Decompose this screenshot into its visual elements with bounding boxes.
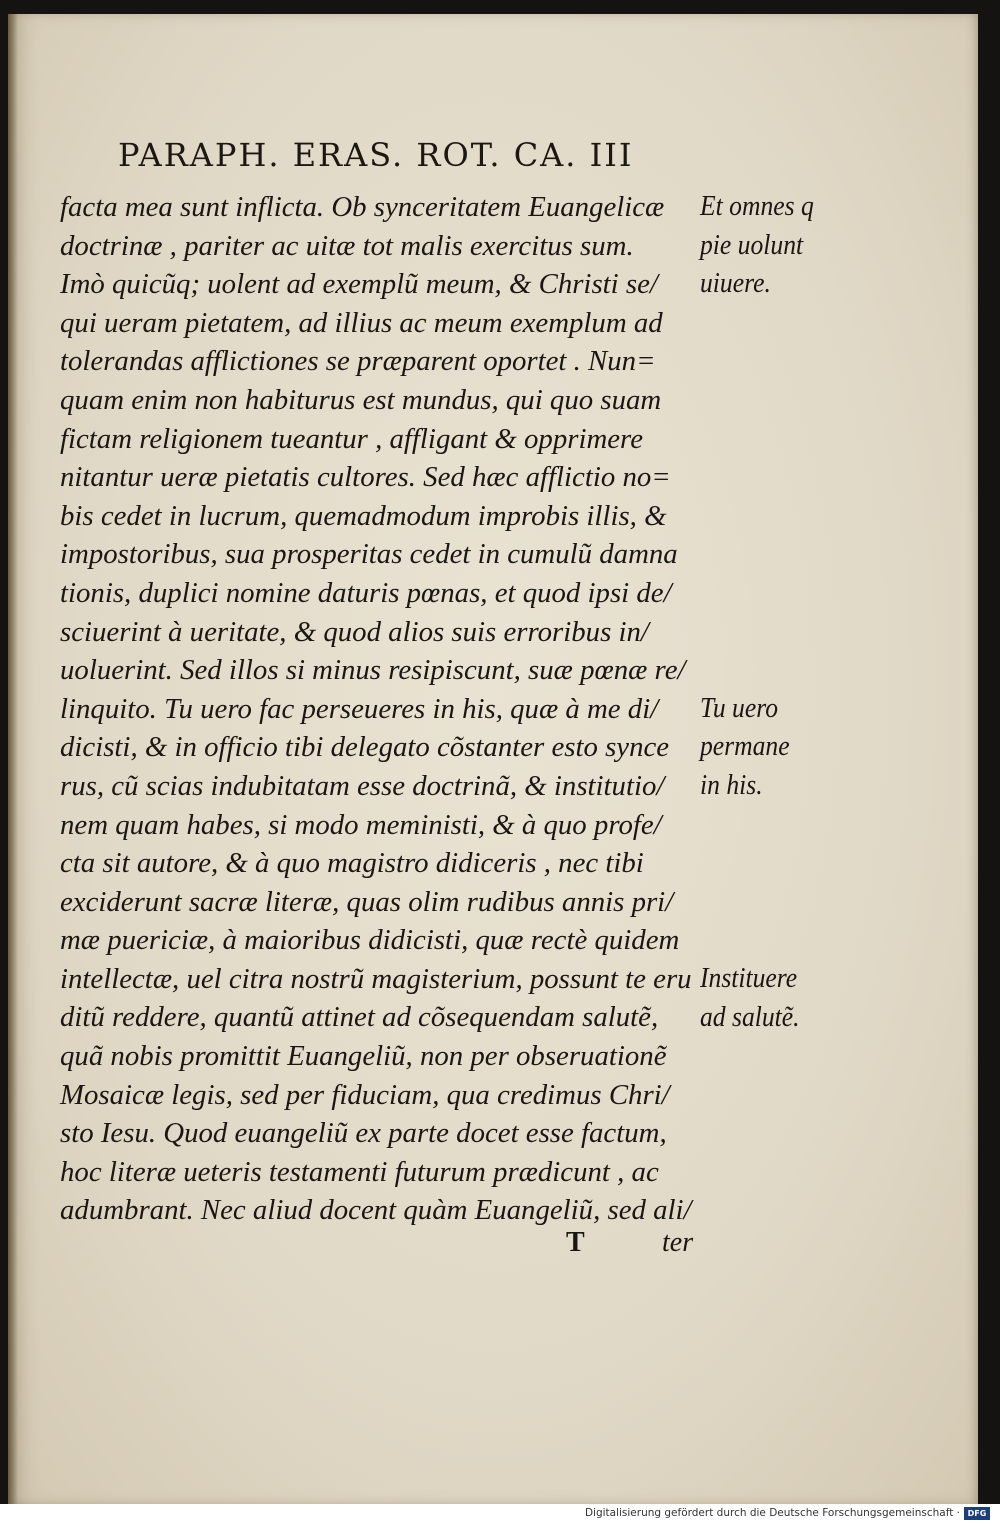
running-head: PARAPH. ERAS. ROT. CA. III: [118, 136, 634, 174]
text-line: quam enim non habiturus est mundus, qui quo suam: [60, 383, 662, 416]
text-line: doctrinæ , pariter ac uitæ tot malis exercitus sum.: [60, 229, 634, 262]
margin-note-line: ad salutẽ.: [700, 1001, 800, 1033]
margin-note: [700, 960, 840, 1037]
text-line: fictam religionem tueantur , affligant & opprimere: [60, 422, 643, 455]
margin-note-line: Et omnes q: [700, 191, 814, 222]
page-gutter-shadow: [8, 14, 18, 1504]
margin-note-line: Tu uero: [700, 692, 778, 724]
text-line: intellectæ, uel citra nostrũ magisterium, possunt te eru: [60, 962, 692, 995]
margin-note-line: Instituere: [700, 963, 798, 994]
text-line: qui ueram pietatem, ad illius ac meum exemplum ad: [60, 306, 663, 339]
text-line: uoluerint. Sed illos si minus resipiscunt, suæ pœnæ re/: [60, 654, 686, 687]
text-line: dicisti, & in officio tibi delegato cõstanter esto synce: [60, 731, 670, 764]
text-line: Imò quicũq; uolent ad exemplũ meum, & Christi se/: [60, 268, 658, 301]
text-line: sto Iesu. Quod euangeliũ ex parte docet esse factum,: [60, 1117, 667, 1150]
text-line: quã nobis promittit Euangeliũ, non per obseruationẽ: [60, 1040, 667, 1073]
text-line: facta mea sunt inflicta. Ob synceritatem Euangelicæ: [60, 191, 665, 223]
signature-mark: T: [566, 1227, 585, 1258]
funding-credit: Digitalisierung gefördert durch die Deutsche Forschungsgemeinschaft ·: [584, 1507, 960, 1519]
text-line: tolerandas afflictiones se præparent oportet . Nun=: [60, 345, 656, 378]
text-line: nitantur ueræ pietatis cultores. Sed hæc afflictio no=: [60, 461, 671, 494]
margin-note-line: pie uolunt: [700, 229, 804, 261]
text-line: ditũ reddere, quantũ attinet ad cõsequendam salutẽ,: [60, 1001, 659, 1034]
main-text-block: [60, 188, 700, 1230]
margin-note-line: in his.: [700, 769, 763, 801]
text-line: Mosaicæ legis, sed per fiduciam, qua credimus Chri/: [60, 1078, 670, 1111]
text-line: cta sit autore, & à quo magistro didiceris , nec tibi: [60, 847, 644, 880]
text-line: bis cedet in lucrum, quemadmodum improbis illis, &: [60, 499, 667, 532]
text-line: sciuerint à ueritate, & quod alios suis erroribus in/: [60, 615, 649, 648]
catchword: ter: [662, 1227, 694, 1258]
text-line: nem quam habes, si modo meministi, & à quo profe/: [60, 808, 662, 841]
text-line: rus, cũ scias indubitatam esse doctrinã, & institutio/: [60, 769, 665, 802]
margin-note: [700, 690, 840, 806]
margin-note: [700, 188, 840, 304]
text-line: exciderunt sacræ literæ, quas olim rudibus annis pri/: [60, 885, 674, 918]
text-line: tionis, duplici nomine daturis pœnas, et quod ipsi de/: [60, 576, 672, 609]
margin-note-line: permane: [700, 731, 790, 763]
text-line: hoc literæ ueteris testamenti futurum prædicunt , ac: [60, 1155, 659, 1188]
text-line: adumbrant. Nec aliud docent quàm Euangeliũ, sed ali/: [60, 1194, 692, 1227]
text-line: linquito. Tu uero fac perseueres in his, quæ à me di/: [60, 692, 659, 725]
text-line: mæ puericiæ, à maioribus didicisti, quæ rectè quidem: [60, 924, 680, 957]
dfg-logo: DFG: [964, 1507, 990, 1520]
margin-note-line: uiuere.: [700, 268, 771, 300]
text-line: impostoribus, sua prosperitas cedet in cumulũ damna: [60, 538, 678, 571]
